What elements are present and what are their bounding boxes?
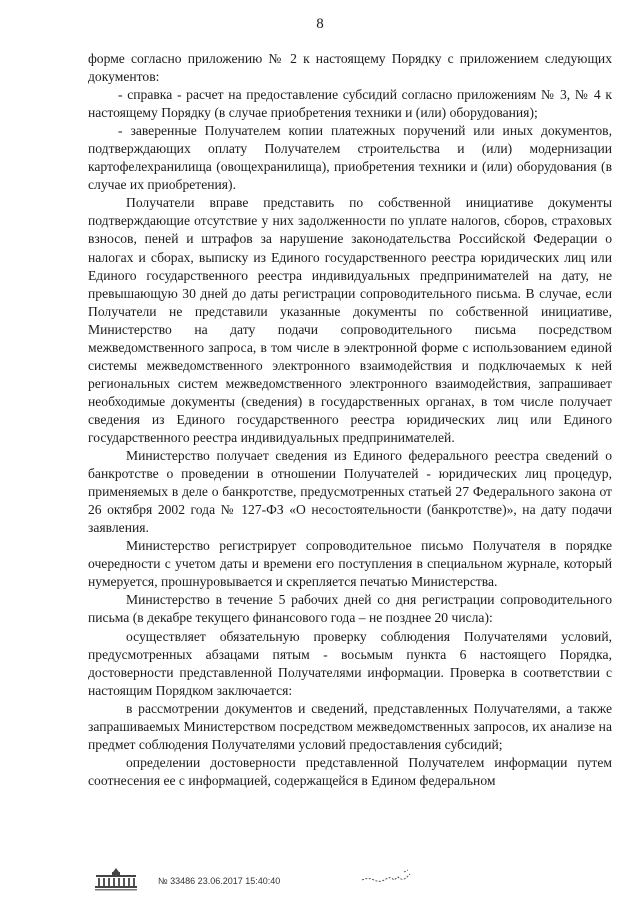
paragraph: Министерство получает сведения из Единого федерального реестра сведений о банкротстве о проведении в отношении Получателей - юридических лиц процедур, применяемых в деле о банкротстве, предусмотренных статьей 27 Федерального закона от 26 октября 2002 года № 127-ФЗ «О несостоятельности (банкротстве)», на дату подачи заявления. xyxy=(88,448,612,536)
paragraph: форме согласно приложению № 2 к настоящему Порядку с приложением следующих документов: xyxy=(88,51,612,85)
list-item: - заверенные Получателем копии платежных поручений или иных документов, подтверждающих оплату Получателем строительства и (или) модернизации картофелехранилища (овощехранилища), приобретения техники и (или) оборудования (в случае их приобретения). xyxy=(88,123,612,193)
page-number: 8 xyxy=(316,16,324,32)
paragraph: Министерство в течение 5 рабочих дней со дня регистрации сопроводительного письма (в декабре текущего финансового года – не позднее 20 числа): xyxy=(88,592,612,626)
list-item: - справка - расчет на предоставление субсидий согласно приложениям № 3, № 4 к настоящему Порядку (в случае приобретения техники и (или) оборудования); xyxy=(88,87,612,121)
paragraph: Министерство регистрирует сопроводительное письмо Получателя в порядке очередности с учетом даты и времени его поступления в специальном журнале, который нумеруется, прошнуровывается и скрепляется печатью Министерства. xyxy=(88,538,612,590)
paragraph: Получатели вправе представить по собственной инициативе документы подтверждающие отсутствие у них задолженности по уплате налогов, сборов, страховых взносов, пеней и штрафов за нарушение законодательства Российской Федерации о налогах и сборах, выписку из Единого государственного реестра юридических лиц или Единого государственного реестра индивидуальных предпринимателей на дату, не превышающую 30 дней до даты регистрации сопроводительного письма. В случае, если Получатели не представили указанные документы по собственной инициативе, Министерство на дату подачи сопроводительного письма посредством межведомственного запроса, в том числе в электронной форме с использованием единой системы межведомственного электронного взаимодействия и подключаемых к ней региональных систем межведомственного электронного взаимодействия, запрашивает необходимые документы (сведения) в государственных органах, в том числе получает сведения из Единого государственного реестра юридических лиц или Единого государственного реестра индивидуальных предпринимателей. xyxy=(88,195,612,445)
paragraph: определении достоверности представленной Получателем информации путем соотнесения ее с информацией, содержащейся в Едином федеральном xyxy=(88,754,612,788)
paragraph: в рассмотрении документов и сведений, представленных Получателями, а также запрашиваемых Министерством посредством межведомственных запросов, их анализе на предмет соблюдения Получателями условий предоставления субсидий; xyxy=(88,700,612,752)
government-building-logo-icon xyxy=(92,866,140,892)
handwritten-mark-icon xyxy=(360,868,420,886)
document-body xyxy=(88,50,612,790)
page-footer xyxy=(92,866,612,896)
paragraph: осуществляет обязательную проверку соблюдения Получателями условий, предусмотренных абзацами пятым - восьмым пункта 6 настоящего Порядка, достоверности представленной Получателями информации. Проверка в соответствии с настоящим Порядком заключается: xyxy=(88,628,612,698)
document-registration-stamp: № 33486 23.06.2017 15:40:40 xyxy=(158,876,281,886)
